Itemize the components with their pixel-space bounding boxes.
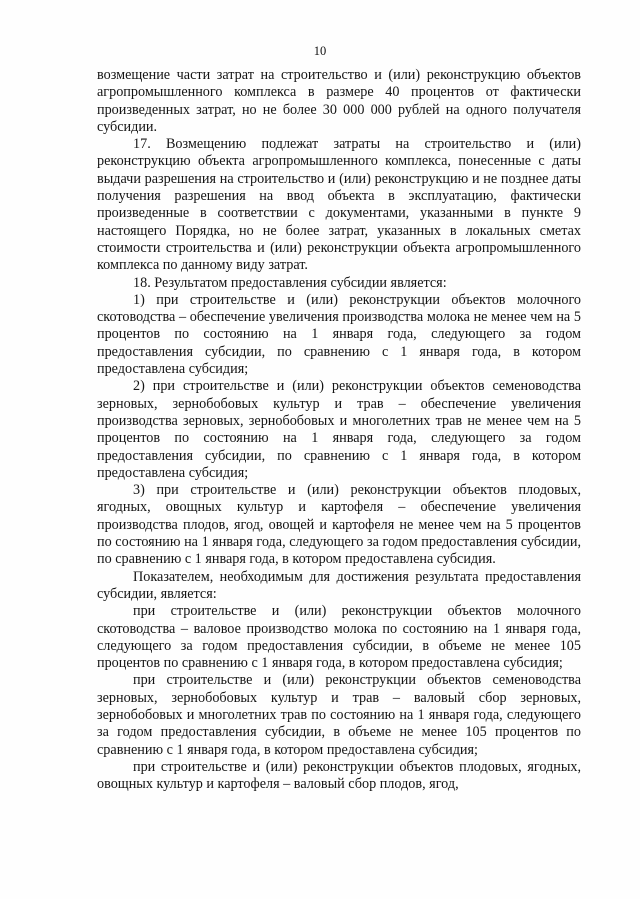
paragraph-2: 17. Возмещению подлежат затраты на строительство и (или) реконструкцию объекта агропромышленного комплекса, понесенные с даты выдачи разрешения на строительство и (или) реконструкцию и не позднее даты получения разрешения на ввод объекта в эксплуатацию, фактически произведенные в соответствии с документами, указанными в пункте 9 настоящего Порядка, но не более затрат, указанных в локальных сметах стоимости строительства и (или) реконструкции объекта агропромышленного комплекса по данному виду затрат. (97, 136, 581, 274)
paragraph-10: при строительстве и (или) реконструкции объектов плодовых, ягодных, овощных культур и картофеля – валовый сбор плодов, ягод, (97, 758, 581, 793)
paragraph-1: возмещение части затрат на строительство и (или) реконструкцию объектов агропромышленного комплекса в размере 40 процентов от фактически произведенных затрат, но не более 30 000 000 рублей на одного получателя субсидии. (97, 67, 581, 135)
paragraph-6: 3) при строительстве и (или) реконструкции объектов плодовых, ягодных, овощных культур и картофеля – обеспечение увеличения производства плодов, ягод, овощей и картофеля не менее чем на 5 процентов по состоянию на 1 января года, следующего за годом предоставления субсидии, по сравнению с 1 января года, в котором предоставлена субсидия. (97, 482, 581, 568)
paragraph-5: 2) при строительстве и (или) реконструкции объектов семеноводства зерновых, зернобобовых культур и трав – обеспечение увеличения производства зерновых, зернобобовых и многолетних трав не менее чем на 5 процентов по состоянию на 1 января года, следующего за годом предоставления субсидии, по сравнению с 1 января года, в котором предоставлена субсидия; (97, 378, 581, 481)
paragraph-3: 18. Результатом предоставления субсидии является: (133, 274, 447, 291)
paragraph-7: Показателем, необходимым для достижения результата предоставления субсидии, является: (97, 568, 581, 602)
page-number: 10 (313, 44, 327, 58)
paragraph-9: при строительстве и (или) реконструкции объектов семеноводства зерновых, зернобобовых культур и трав – валовый сбор зерновых, зернобобовых и многолетних трав по состоянию на 1 января года, следующего за годом предоставления субсидии, в объеме не менее 105 процентов по сравнению с 1 января года, в котором предоставлена субсидия; (97, 672, 581, 758)
document-body (97, 67, 581, 793)
paragraph-8: при строительстве и (или) реконструкции объектов молочного скотоводства – валовое производство молока по состоянию на 1 января года, следующего за годом предоставления субсидии, в объеме не менее 105 процентов по сравнению с 1 января года, в котором предоставлена субсидия; (97, 603, 581, 672)
paragraph-4: 1) при строительстве и (или) реконструкции объектов молочного скотоводства – обеспечение увеличения производства молока не менее чем на 5 процентов по состоянию на 1 января года, следующего за годом предоставления субсидии, по сравнению с 1 января года, в котором предоставлена субсидия; (97, 291, 581, 378)
